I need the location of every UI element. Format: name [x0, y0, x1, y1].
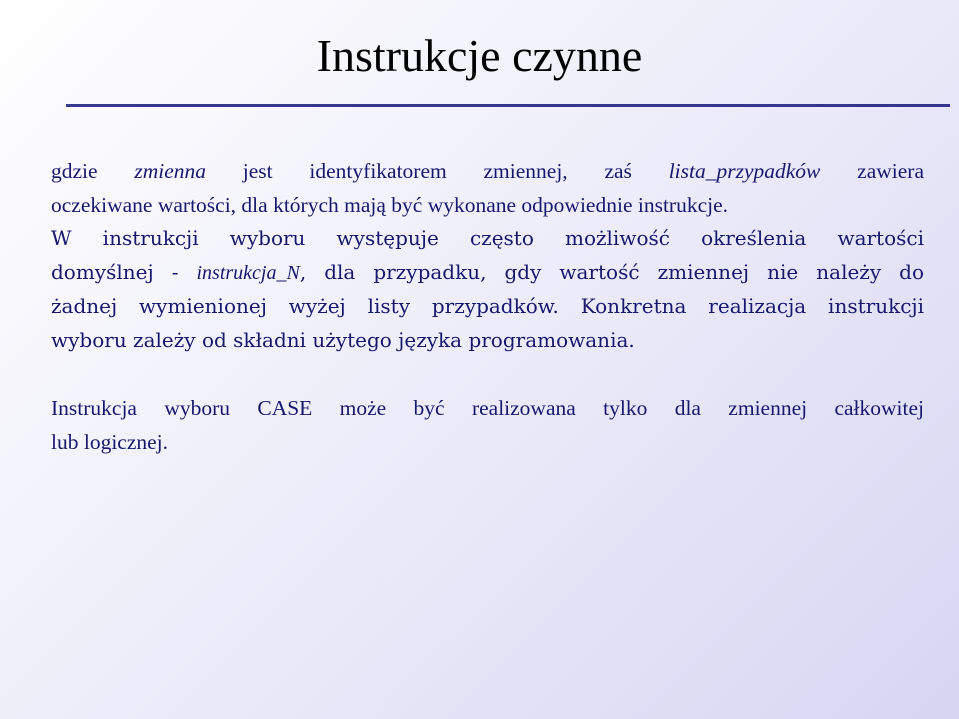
- text-run: gdzie: [51, 159, 135, 183]
- text-line: żadnej wymienionej wyżej listy przypadków. Konkretna realizacja instrukcji: [51, 294, 924, 318]
- text-line: lub logicznej.: [51, 429, 169, 454]
- paragraph-case-description: [51, 155, 924, 357]
- paragraph-case-note: [51, 392, 924, 459]
- text-line: [51, 155, 924, 189]
- italic-term-zmienna: zmienna: [134, 159, 207, 183]
- italic-term-instrukcja-n: instrukcja_N: [196, 261, 300, 284]
- italic-term-lista-przypadkow: lista_przypadków: [668, 159, 821, 183]
- text-line: oczekiwane wartości, dla których mają być wykonane odpowiednie instrukcje.: [51, 192, 729, 217]
- text-run: , dla przypadku, gdy wartość zmiennej nie należy do: [299, 259, 924, 284]
- text-line: Instrukcja wyboru CASE może być realizowana tylko dla zmiennej całkowitej: [51, 396, 924, 420]
- text-run: jest identyfikatorem zmiennej, zaś: [206, 159, 669, 183]
- text-run: domyślnej -: [51, 259, 197, 284]
- slide-body: [51, 155, 924, 459]
- text-line: [51, 256, 924, 291]
- text-line: wyboru zależy od składni użytego języka programowania.: [51, 327, 635, 352]
- text-run: zawiera: [820, 159, 924, 183]
- title-underline: [66, 104, 950, 107]
- text-line: W instrukcji wyboru występuje często możliwość określenia wartości: [51, 226, 924, 250]
- slide-title: Instrukcje czynne: [316, 30, 643, 81]
